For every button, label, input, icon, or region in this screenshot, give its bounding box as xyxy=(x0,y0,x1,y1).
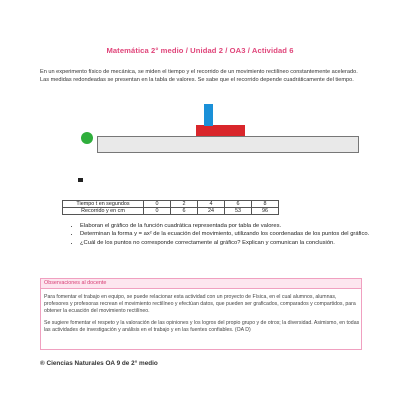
table-cell-distance-label: Recorrido y en cm xyxy=(63,208,144,215)
table-cell: 2 xyxy=(171,201,198,208)
table-cell: 53 xyxy=(225,208,252,215)
page-title: Matemática 2° medio / Unidad 2 / OA3 / Actividad 6 xyxy=(106,46,294,55)
table-cell: 24 xyxy=(198,208,225,215)
table-row xyxy=(63,208,279,215)
blue-block-icon xyxy=(204,104,213,126)
list-item: • Elaboran el gráfico de la función cuadrática representada por tabla de valores. xyxy=(80,222,372,230)
task-list xyxy=(72,222,372,247)
footer-reference: ® Ciencias Naturales OA 9 de 2° medio xyxy=(40,360,158,367)
black-marker-icon xyxy=(78,178,83,182)
table-cell: 0 xyxy=(144,201,171,208)
table-cell: 6 xyxy=(171,208,198,215)
table-cell: 4 xyxy=(198,201,225,208)
teacher-notes-paragraph: Se sugiere fomentar el respeto y la valoración de las opiniones y los logros del propio grupo y de otros; la diversidad. Asimismo, en todas las actividades de investigación y análisis en el trabajo y en las fuentes confiables. (OA D) xyxy=(44,319,360,333)
values-table xyxy=(62,200,279,215)
teacher-notes-box xyxy=(40,278,362,350)
red-cart-icon xyxy=(196,125,245,136)
table-cell: 0 xyxy=(144,208,171,215)
teacher-notes-body xyxy=(44,294,360,338)
list-item: • Determinan la forma y = ax² de la ecuación del movimiento, utilizando los coordenadas de los puntos del gráfico. xyxy=(80,230,372,238)
green-circle-icon xyxy=(81,132,93,144)
table-cell-time-label: Tiempo t en segundos xyxy=(63,201,144,208)
teacher-notes-paragraph: Para fomentar el trabajo en equipo, se puede relacionar esta actividad con un proyecto de Física, en el cual alumnos, alumnas, profesores y profesoras recrean el movimiento rectilíneo y efectúan datos, que pueden ser graficados, comparados y compartidos, para obtener la ecuación del movimiento rectilíneo. xyxy=(44,294,356,315)
table-cell: 6 xyxy=(225,201,252,208)
intro-paragraph: En un experimento físico de mecánica, se miden el tiempo y el recorrido de un movimiento rectilíneo constantemente acelerado. Las medidas redondeadas se presentan en la tabla de valores. Se sabe que el recorrido depende cuadráticamente del tiempo. xyxy=(40,69,358,84)
teacher-notes-heading: Observaciones al docente xyxy=(41,279,361,289)
list-item: • ¿Cuál de los puntos no corresponde correctamente al gráfico? Explican y comunican la conclusión. xyxy=(80,239,372,247)
track-surface xyxy=(97,136,359,153)
table-row xyxy=(63,201,279,208)
table-cell: 8 xyxy=(252,201,279,208)
table-cell: 96 xyxy=(252,208,279,215)
